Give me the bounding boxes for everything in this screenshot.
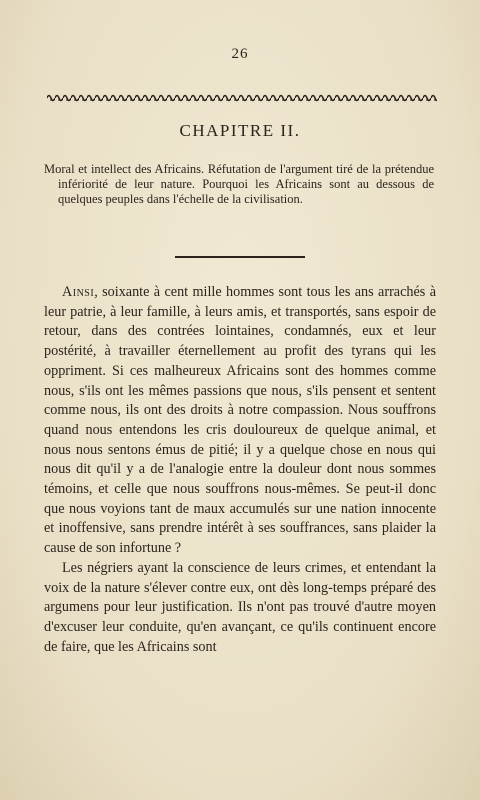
separator-rule xyxy=(175,256,305,258)
chapter-summary: Moral et intellect des Africains. Réfutation de l'argument tiré de la prétendue infériorité de leur nature. Pourquoi les Africains sont au dessous de quelques peuples dans l'échelle de la civilisation. xyxy=(44,162,434,206)
body-text xyxy=(44,283,436,657)
page-number: 26 xyxy=(231,46,249,62)
paragraph-1-text: , soixante à cent mille hommes sont tous les ans arrachés à leur patrie, à leur famille, à leurs amis, et transportés, sans espoir de retour, dans des contrées lointaines, condamnés, eux et leur postérité, à travailler éternellement au profit des tyrans qui les oppriment. Si ces malheureux Africains sont des hommes comme nous, s'ils ont les mêmes passions que nous, s'ils pensent et sentent comme nous, ils ont des droits à notre compassion. Nous souffrons quand nous entendons les cris douloureux de quelque animal, et nous nous sentons émus de pitié; il y a quelque chose en nous qui nous dit qu'il y a de l'analogie entre la douleur dont nous sommes témoins, et celle que nous souffrons nous-mêmes. Se peut-il donc que nous voyions tant de maux accumulés sur une nation innocente et inoffensive, sans prendre intérêt à ses souffrances, sans plaider la cause de son infortune ? xyxy=(44,284,436,557)
paragraph-1 xyxy=(44,283,436,559)
opening-word: Ainsi xyxy=(62,284,95,300)
paragraph-2: Les négriers ayant la conscience de leurs crimes, et entendant la voix de la nature s'élever contre eux, ont dès long-temps préparé des argumens pour leur justification. Ils n'ont pas trouvé d'autre moyen d'excuser leur conduite, qu'en avançant, ce qu'ils continuent encore de faire, que les Africains sont xyxy=(44,559,436,655)
chapter-title: CHAPITRE II. xyxy=(179,121,301,140)
ornamental-border xyxy=(47,92,437,102)
